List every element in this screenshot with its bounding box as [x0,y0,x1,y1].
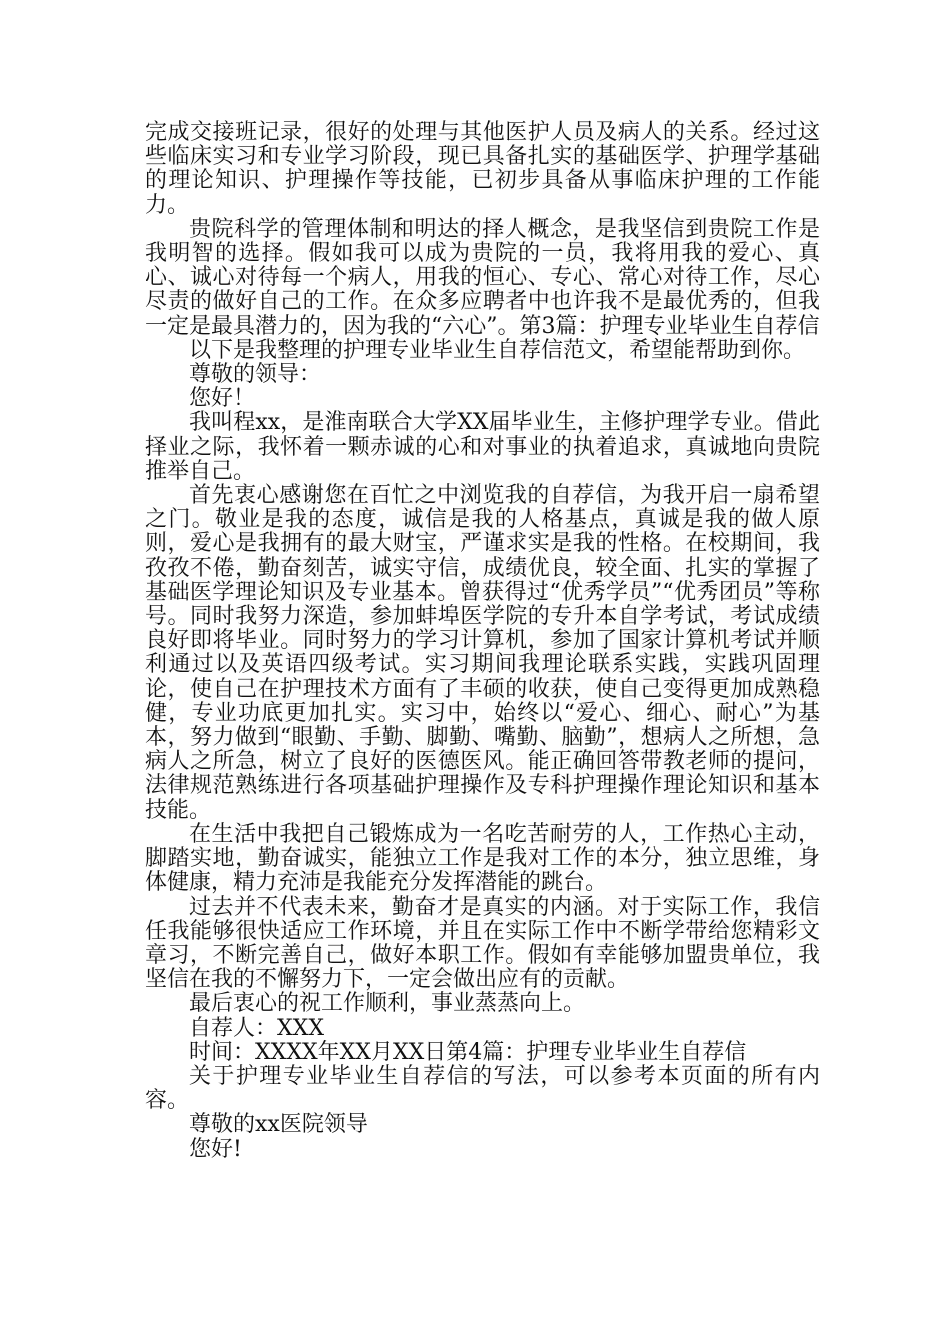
paragraph-8: 在生活中我把自己锻炼成为一名吃苦耐劳的人，工作热心主动，脚踏实地，勤奋诚实，能独立工作是我对工作的本分，独立思维，身体健康，精力充沛是我能充分发挥潜能的跳台。 [145,821,820,896]
paragraph-10: 最后衷心的祝工作顺利，事业蒸蒸向上。 [189,991,586,1017]
paragraph-11: 自荐人：XXX [189,1015,324,1041]
paragraph-3: 以下是我整理的护理专业毕业生自荐信范文，希望能帮助到你。 [189,337,806,363]
paragraph-5: 您好！ [189,386,256,412]
paragraph-15: 您好! [189,1136,242,1162]
document-body [145,121,820,1162]
paragraph-6: 我叫程xx，是淮南联合大学XX届毕业生，主修护理学专业。借此择业之际，我怀着一颗赤诚的心和对事业的执着追求，真诚地向贵院推举自己。 [145,410,820,484]
paragraph-13: 关于护理专业毕业生自荐信的写法，可以参考本页面的所有内容。 [145,1063,820,1114]
paragraph-14: 尊敬的xx医院领导 [189,1112,368,1138]
paragraph-7: 首先衷心感谢您在百忙之中浏览我的自荐信，为我开启一扇希望之门。敬业是我的态度，诚信是我的人格基点，真诚是我的做人原则，爱心是我拥有的最大财宝，严谨求实是我的性格。在校期间，我孜孜不倦，勤奋刻苦，诚实守信，成绩优良，较全面、扎实的掌握了基础医学理论知识及专业基本。曾获得过“优秀学员”“优秀团员”等称号。同时我努力深造，参加蚌埠医学院的专升本自学考试，考试成绩良好即将毕业。同时努力的学习计算机，参加了国家计算机考试并顺利通过以及英语四级考试。实习期间我理论联系实践，实践巩固理论，使自己在护理技术方面有了丰硕的收获，使自己变得更加成熟稳健，专业功底更加扎实。实习中，始终以“爱心、细心、耐心”为基本，努力做到“眼勤、手勤、脚勤、嘴勤、脑勤”，想病人之所想，急病人之所急，树立了良好的医德医风。能正确回答带教老师的提问，法律规范熟练进行各项基础护理操作及专科护理操作理论知识和基本技能。 [145,483,820,823]
paragraph-9: 过去并不代表未来，勤奋才是真实的内涵。对于实际工作，我信任我能够很快适应工作环境，并且在实际工作中不断学带给您精彩文章习，不断完善自己，做好本职工作。假如有幸能够加盟贵单位，我坚信在我的不懈努力下，一定会做出应有的贡献。 [145,894,820,993]
paragraph-12: 时间：XXXX年XX月XX日第4篇：护理专业毕业生自荐信 [189,1039,747,1065]
paragraph-4: 尊敬的领导： [189,362,322,388]
paragraph-2: 贵院科学的管理体制和明达的择人概念，是我坚信到贵院工作是我明智的选择。假如我可以成为贵院的一员，我将用我的爱心、真心、诚心对待每一个病人，用我的恒心、专心、常心对待工作，尽心尽责的做好自己的工作。在众多应聘者中也许我不是最优秀的，但我一定是最具潜力的，因为我的“六心”。第3篇：护理专业毕业生自荐信 [145,216,820,339]
paragraph-1: 完成交接班记录，很好的处理与其他医护人员及病人的关系。经过这些临床实习和专业学习阶段，现已具备扎实的基础医学、护理学基础的理论知识、护理操作等技能，已初步具备从事临床护理的工作能力。 [145,120,820,218]
